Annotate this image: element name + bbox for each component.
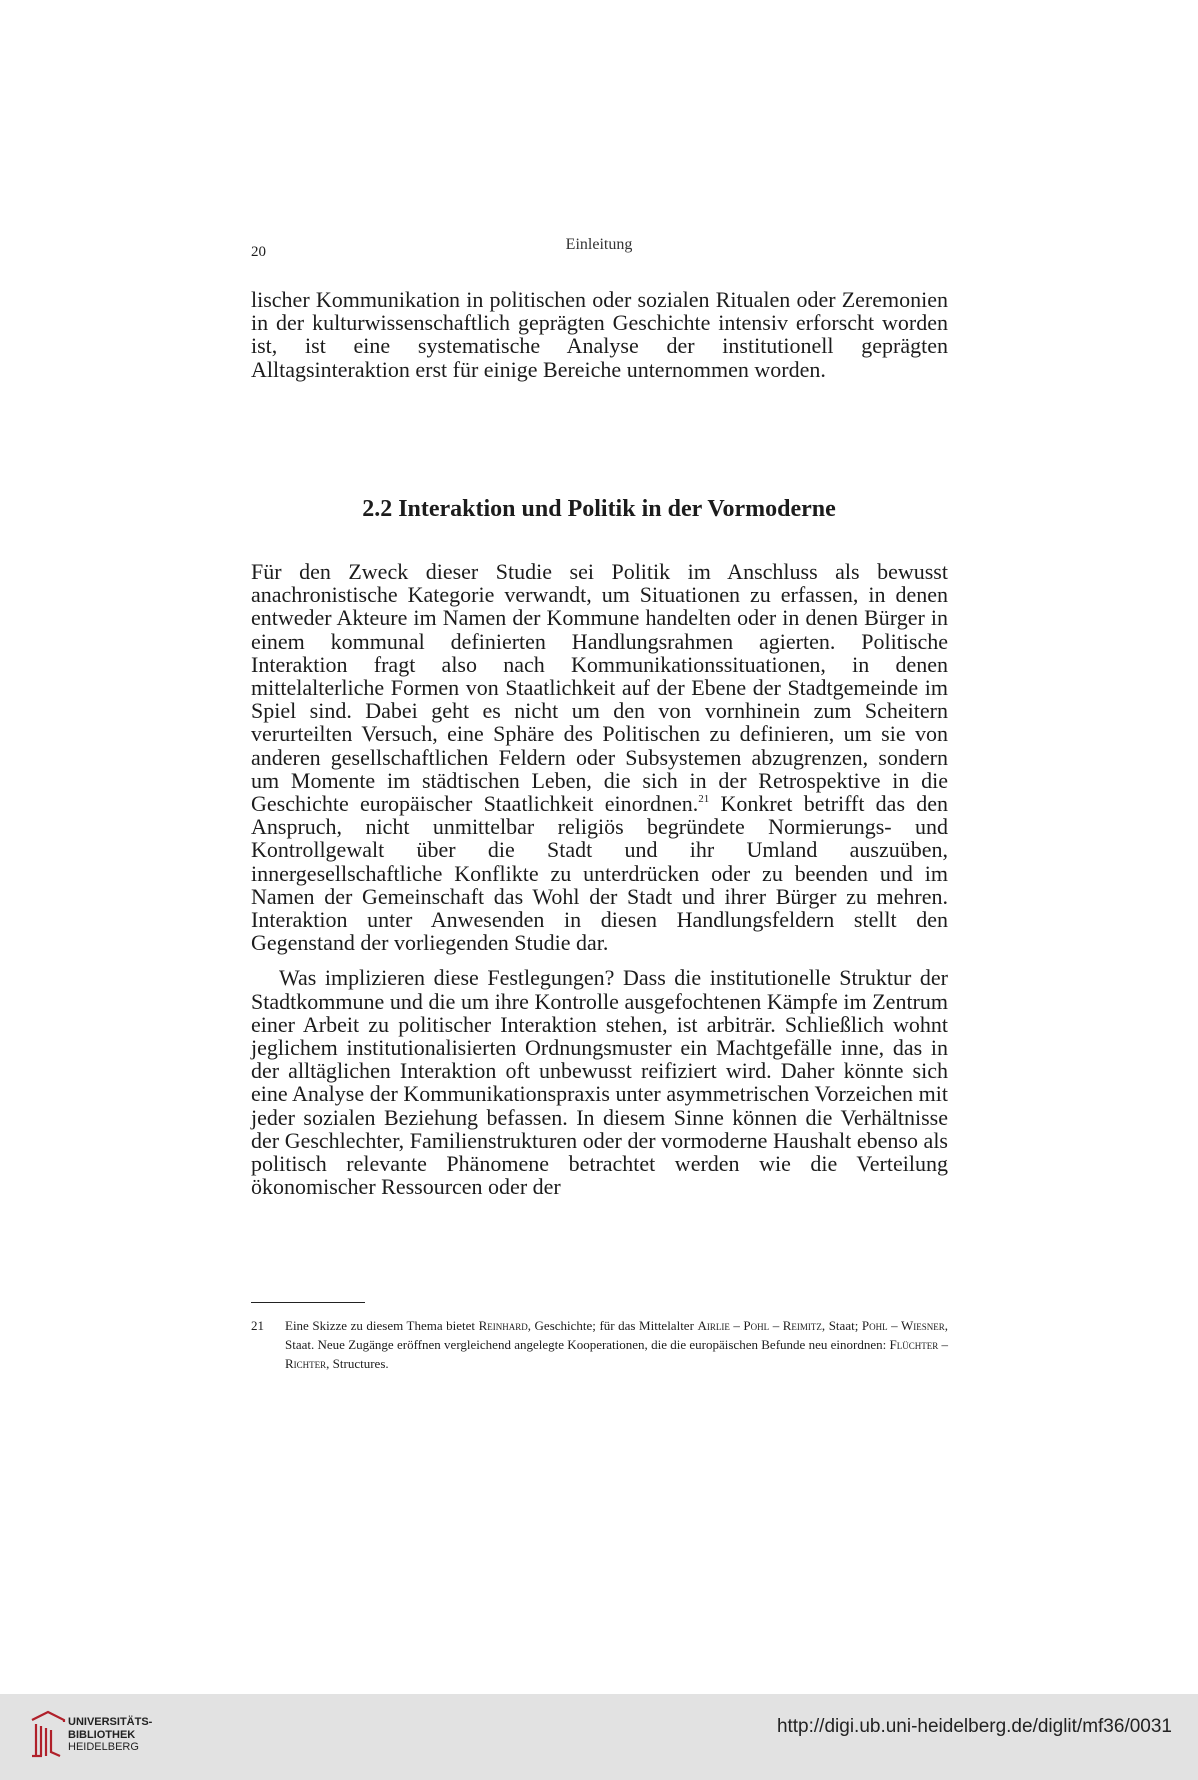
library-logo-icon: [28, 1708, 68, 1760]
section-heading: 2.2 Interaktion und Politik in der Vormoderne: [362, 496, 836, 522]
top-paragraph: lischer Kommunikation in politischen oder sozialen Ritualen oder Zeremonien in der kulturwissenschaftlich geprägten Geschichte intensiv erforscht worden ist, ist eine systematische Analyse der institutionell geprägten Alltagsinteraktion erst für einige Bereiche unternommen worden.: [251, 287, 948, 382]
body-paragraph-2: Was implizieren diese Festlegungen? Dass die institutionelle Struktur der Stadtkommune und die um ihre Kontrolle ausgefochtenen Kämpfe im Zentrum einer Arbeit zu politischer Interaktion stehen, ist arbiträr. Schließlich wohnt jeglichem institutionalisierten Ordnungsmuster ein Machtgefälle inne, das in der alltäglichen Interaktion oft unbewusst reifiziert wird. Daher könnte sich eine Analyse der Kommunikationspraxis unter asymmetrischen Vorzeichen mit jeder sozialen Beziehung befassen. In diesem Sinne können die Verhältnisse der Geschlechter, Familienstrukturen oder der vormoderne Haushalt ebenso als politisch relevante Phänomene betrachtet werden wie die Verteilung ökonomischer Ressourcen oder der: [251, 965, 948, 1200]
footnote-author-4: Flüchter – Richter: [285, 1337, 948, 1371]
footnote-text-5: , Structures.: [326, 1356, 389, 1371]
library-name-line-3: HEIDELBERG: [68, 1741, 139, 1753]
footnote-text-4: , Staat. Neue Zugänge eröffnen vergleichend angelegte Kooperationen, die die europäischen Befunde neu einordnen:: [285, 1318, 948, 1352]
library-name-line-2: BIBLIOTHEK: [68, 1728, 136, 1741]
page-number: 20: [251, 244, 266, 260]
library-name-line-1: UNIVERSITÄTS-: [68, 1716, 153, 1728]
footnote-text-3: , Staat;: [821, 1318, 862, 1333]
paragraph-1-text-b: Konkret betrifft das den Anspruch, nicht unmittelbar religiös begründete Normierungs- und Kontrollgewalt über die Stadt und ihr Umland auszuüben, innergesellschaftliche Konflikte zu unterdrücken oder zu beenden und im Namen der Gemeinschaft das Wohl der Stadt und ihrer Bürger zu mehren. Interaktion unter Anwesenden in diesen Handlungsfeldern stellt den Gegenstand der vorliegenden Studie dar.: [251, 791, 948, 956]
footnote-text: [285, 1316, 948, 1373]
footnote-author-1: Reinhard: [478, 1318, 528, 1333]
footnote-reference[interactable]: 21: [698, 793, 710, 806]
footnote-author-2: Airlie – Pohl – Reimitz: [697, 1318, 822, 1333]
library-name: [68, 1716, 152, 1754]
footnote-number: 21: [251, 1318, 264, 1333]
paragraph-1-text-a: Für den Zweck dieser Studie sei Politik im Anschluss als bewusst anachronistische Kategorie verwandt, um Situationen zu erfassen, in denen entweder Akteure im Namen der Kommune handelten oder in denen Bürger in einem kommunal definierten Handlungsrahmen agierten. Politische Interaktion fragt also nach Kommunikationssituationen, in denen mittelalterliche Formen von Staatlichkeit auf der Ebene der Stadtgemeinde im Spiel sind. Dabei geht es nicht um den von vornhinein zum Scheitern verurteilten Versuch, eine Sphäre des Politischen zu definieren, um sie von anderen gesellschaftlichen Feldern oder Subsystemen abzugrenzen, sondern um Momente im städtischen Leben, die sich in der Retrospektive in die Geschichte europäischer Staatlichkeit einordnen.: [251, 559, 948, 817]
source-url-link[interactable]: http://digi.ub.uni-heidelberg.de/diglit/mf36/0031: [776, 1716, 1172, 1737]
footnote-text-1: Eine Skizze zu diesem Thema bietet: [285, 1318, 479, 1333]
footnote-21: [251, 1316, 948, 1373]
main-text-block: [251, 560, 948, 1198]
top-paragraph-block: [251, 288, 948, 381]
body-paragraph-1: [251, 560, 948, 954]
footnote-text-2: , Geschichte; für das Mittelalter: [527, 1318, 698, 1333]
footnote-author-3: Pohl – Wiesner: [861, 1318, 945, 1333]
footnote-divider: [251, 1302, 365, 1303]
running-head: Einleitung: [565, 236, 633, 253]
footer-bar: [0, 1694, 1198, 1780]
